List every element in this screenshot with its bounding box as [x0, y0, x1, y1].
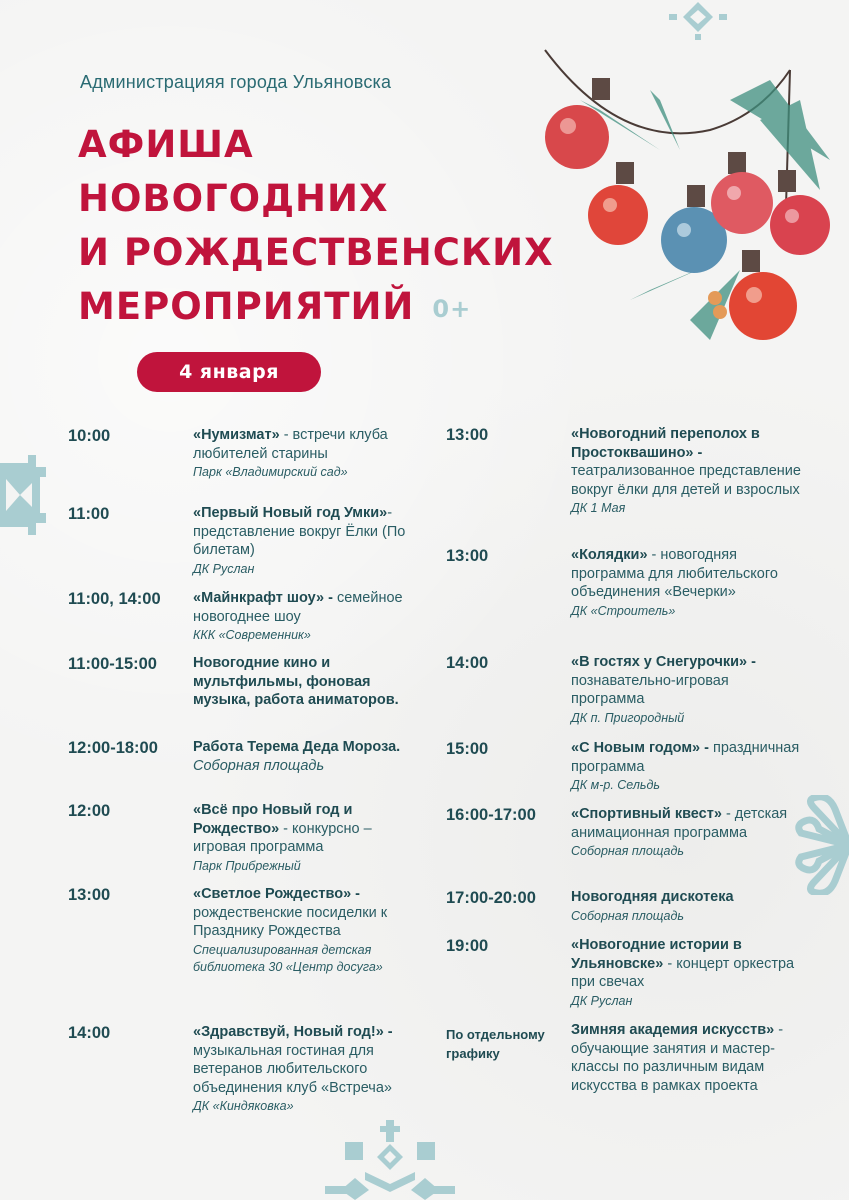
- event-item: [68, 589, 423, 644]
- event-title: Новогодняя дискотека: [571, 889, 734, 905]
- event-time: 10:00: [68, 427, 111, 445]
- event-venue: ДК м-р. Сельдь: [571, 778, 660, 792]
- event-time: 14:00: [68, 1024, 111, 1042]
- event-venue: ДК п. Пригородный: [571, 710, 685, 725]
- event-title: «С Новым годом» -: [571, 740, 709, 756]
- date-badge: 4 января: [137, 352, 321, 392]
- event-item: [446, 888, 801, 925]
- event-title: Новогодние кино и мультфильмы, фоновая музыка, работа аниматоров.: [193, 655, 399, 708]
- title-line-2: НОВОГОДНИХ: [78, 177, 389, 220]
- title-line-1: АФИША: [78, 123, 254, 166]
- event-item: [68, 504, 423, 578]
- event-item: [68, 654, 423, 710]
- event-title: «Нумизмат»: [193, 427, 280, 443]
- age-rating-badge: 0+: [432, 294, 472, 323]
- event-time: 16:00-17:00: [446, 806, 536, 824]
- event-item: [68, 738, 423, 775]
- event-venue: Парк Прибрежный: [193, 858, 301, 873]
- event-description: рождественские посиделки к Празднику Рождества: [193, 904, 388, 939]
- event-item: [446, 805, 801, 860]
- event-item: [446, 936, 801, 1010]
- event-time: 13:00: [446, 426, 489, 444]
- event-venue: ДК 1 Мая: [571, 501, 626, 515]
- event-venue: Специализированная детская библиотека 30 «Центр досуга»: [193, 942, 383, 974]
- event-item: [446, 1021, 801, 1095]
- event-description: - представление вокруг Ёлки (По билетам): [193, 505, 406, 558]
- event-item: [68, 1023, 423, 1115]
- event-time: 12:00-18:00: [68, 739, 158, 757]
- title-line-3: И РОЖДЕСТВЕНСКИХ: [78, 231, 554, 274]
- event-venue: ДК «Строитель»: [571, 603, 676, 618]
- event-time: 11:00-15:00: [68, 655, 157, 673]
- event-time: 14:00: [446, 654, 489, 672]
- event-item: [446, 739, 801, 794]
- event-venue: ДК «Киндяковка»: [193, 1099, 294, 1113]
- snowflake-ornament-left: [0, 455, 50, 535]
- snowflake-ornament-right: [795, 795, 849, 895]
- event-description: праздничная программа: [571, 740, 800, 775]
- event-venue: Парк «Владимирский сад»: [193, 465, 348, 479]
- event-description: - конкурсно – игровая программа: [193, 820, 372, 855]
- event-description: - встречи клуба любителей старины: [193, 427, 388, 462]
- snowflake-ornament-bottom: [325, 1120, 455, 1200]
- event-venue: Соборная площадь: [571, 908, 684, 923]
- event-title: «Новогодние истории в Ульяновске»: [571, 937, 742, 972]
- event-item: [446, 425, 801, 517]
- event-title: Зимняя академия искусств»: [571, 1022, 775, 1038]
- event-description: - новогодняя программа для любительского объединения «Вечерки»: [571, 547, 778, 600]
- event-item: [68, 885, 423, 976]
- title-line-4-wrap: [78, 280, 554, 336]
- event-title: «Всё про Новый год и Рождество»: [193, 802, 353, 837]
- event-time: 17:00-20:00: [446, 889, 536, 907]
- snowflake-ornament-top: [665, 0, 731, 42]
- event-venue: ДК Руслан: [193, 561, 255, 576]
- event-time: 11:00, 14:00: [68, 590, 161, 608]
- event-title: Работа Терема Деда Мороза.: [193, 739, 401, 755]
- event-venue: ККК «Современник»: [193, 628, 311, 642]
- event-item: [446, 653, 801, 727]
- event-description: - детская анимационная программа: [571, 806, 788, 841]
- event-description: - концерт оркестра при свечах: [571, 955, 795, 990]
- event-title: «В гостях у Снегурочки» -: [571, 654, 756, 670]
- event-title: «Светлое Рождество» -: [193, 886, 361, 902]
- event-item: [446, 546, 801, 620]
- event-description: - обучающие занятия и мастер-классы по различным видам искусства в рамках проекта: [571, 1022, 784, 1094]
- organization-name: Администрацияя города Ульяновска: [80, 72, 392, 92]
- event-venue: Соборная площадь: [571, 844, 684, 858]
- event-title: «Первый Новый год Умки»: [193, 505, 388, 521]
- event-title: «Здравствуй, Новый год!» -: [193, 1024, 393, 1040]
- page-title: [78, 118, 554, 336]
- event-title: «Новогодний переполох в Простоквашино» -: [571, 426, 760, 461]
- event-title: «Колядки»: [571, 547, 648, 563]
- event-description: музыкальная гостиная для ветеранов любительского объединения клуб «Встреча»: [193, 1042, 392, 1096]
- event-item: [68, 426, 423, 481]
- event-time: 19:00: [446, 937, 489, 955]
- event-description: семейное новогоднее шоу: [193, 590, 403, 625]
- event-description: познавательно-игровая программа: [571, 672, 729, 707]
- event-time: 12:00: [68, 802, 111, 820]
- event-time: 11:00: [68, 505, 110, 523]
- garland-ornaments-illustration: [540, 40, 840, 360]
- event-title: «Майнкрафт шоу» -: [193, 590, 333, 606]
- event-time: По отдельному графику: [446, 1027, 545, 1061]
- event-item: [68, 801, 423, 875]
- event-title: «Спортивный квест»: [571, 806, 722, 822]
- event-time: 15:00: [446, 740, 489, 758]
- event-time: 13:00: [68, 886, 111, 904]
- event-venue: Соборная площадь: [193, 757, 325, 774]
- event-venue: ДК Руслан: [571, 993, 633, 1008]
- event-description: театрализованное представление вокруг ёлки для детей и взрослых: [571, 463, 801, 498]
- title-line-4: МЕРОПРИЯТИЙ: [78, 285, 415, 328]
- event-time: 13:00: [446, 547, 489, 565]
